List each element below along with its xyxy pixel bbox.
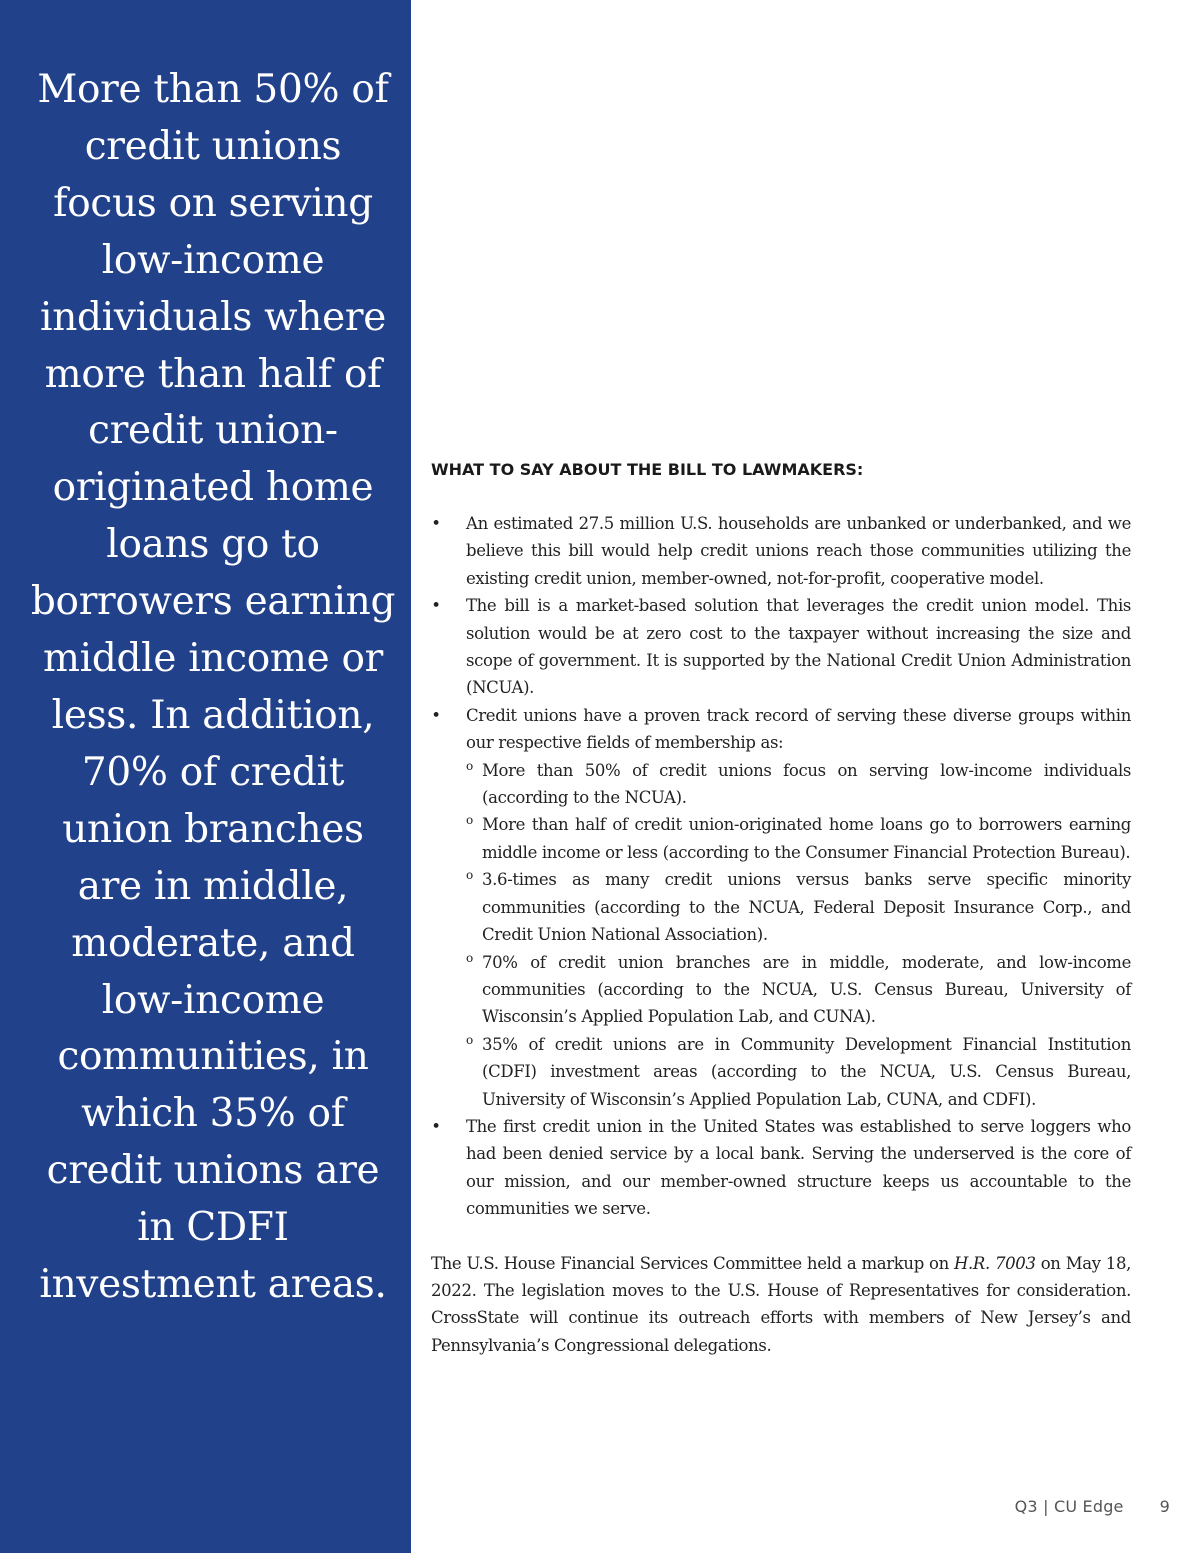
publication-name: Q3 | CU Edge <box>1014 1497 1124 1516</box>
bullet-icon: • <box>431 596 441 616</box>
page-footer <box>1015 1497 1170 1516</box>
talking-points-list <box>431 510 1131 757</box>
sub-bullet-icon: o <box>466 758 473 773</box>
bullet-icon: • <box>431 705 441 725</box>
pull-quote: More than 50% of credit unions focus on serving low-income individuals where more than half of credit union-originated home loans go to borrowers earning middle income or less. In addition, 70% of credit union branches are in middle, moderate, and low-income communities, in which 35% of credit unions are in CDFI investment areas. <box>30 67 396 1308</box>
sub-bullet-icon: o <box>466 813 473 828</box>
sub-list-item <box>431 866 1131 948</box>
sub-list-item-text: 35% of credit unions are in Community Development Financial Institution (CDFI) investment areas (according to the NCUA, U.S. Census Bureau, University of Wisconsin’s Applied Population Lab, CUNA, and CDFI). <box>482 1034 1131 1109</box>
closing-text-end: on May 18, 2022. The legislation moves to the U.S. House of Representatives for consideration. CrossState will continue its outreach efforts with members of New Jersey’s and Pennsylvania’s Congressional delegations. <box>431 1253 1131 1355</box>
sub-list-item-text: 3.6-times as many credit unions versus banks serve specific minority communities (according to the NCUA, Federal Deposit Insurance Corp., and Credit Union National Association). <box>482 870 1131 945</box>
sub-list-item-text: 70% of credit union branches are in middle, moderate, and low-income communities (according to the NCUA, U.S. Census Bureau, University of Wisconsin’s Applied Population Lab, and CUNA). <box>482 952 1131 1027</box>
list-item-text: The first credit union in the United States was established to serve loggers who had been denied service by a local bank. Serving the underserved is the core of our mission, and our member-owned structure keeps us accountable to the communities we serve. <box>466 1116 1131 1219</box>
bill-number: H.R. 7003 <box>954 1253 1036 1273</box>
list-item <box>431 702 1131 757</box>
bullet-icon: • <box>431 514 441 533</box>
list-item <box>431 1113 1131 1223</box>
sub-bullet-icon: o <box>466 1032 473 1047</box>
sub-points-list <box>431 757 1131 1113</box>
sub-list-item <box>431 757 1131 812</box>
list-item-text: The bill is a market-based solution that leverages the credit union model. This solution would be at zero cost to the taxpayer without increasing the size and scope of government. It is supported by the National Credit Union Administration (NCUA). <box>466 596 1131 698</box>
closing-text-start: The U.S. House Financial Services Committee held a markup on <box>431 1253 954 1273</box>
closing-paragraph <box>431 1250 1131 1360</box>
sub-list-item <box>431 1031 1131 1113</box>
list-item <box>431 592 1131 702</box>
bullet-icon: • <box>431 1116 441 1136</box>
sub-list-item <box>431 811 1131 866</box>
page-number: 9 <box>1159 1497 1170 1516</box>
list-item <box>431 510 1131 592</box>
list-item-text: An estimated 27.5 million U.S. households are unbanked or underbanked, and we believe this bill would help credit unions reach those communities utilizing the existing credit union, member-owned, not-for-profit, cooperative model. <box>466 514 1131 588</box>
talking-points-list-continued <box>431 1113 1131 1223</box>
sub-bullet-icon: o <box>466 950 473 965</box>
sub-list-item-text: More than 50% of credit unions focus on serving low-income individuals (according to the NCUA). <box>482 760 1131 808</box>
list-item-text: Credit unions have a proven track record of serving these diverse groups within our respective fields of membership as: <box>466 705 1131 753</box>
sub-list-item <box>431 949 1131 1031</box>
sidebar-panel <box>0 0 411 1553</box>
sub-bullet-icon: o <box>466 868 473 883</box>
article-body <box>431 456 1131 1359</box>
sub-list-item-text: More than half of credit union-originated home loans go to borrowers earning middle income or less (according to the Consumer Financial Protection Bureau). <box>482 815 1131 862</box>
section-heading: WHAT TO SAY ABOUT THE BILL TO LAWMAKERS: <box>431 460 864 479</box>
